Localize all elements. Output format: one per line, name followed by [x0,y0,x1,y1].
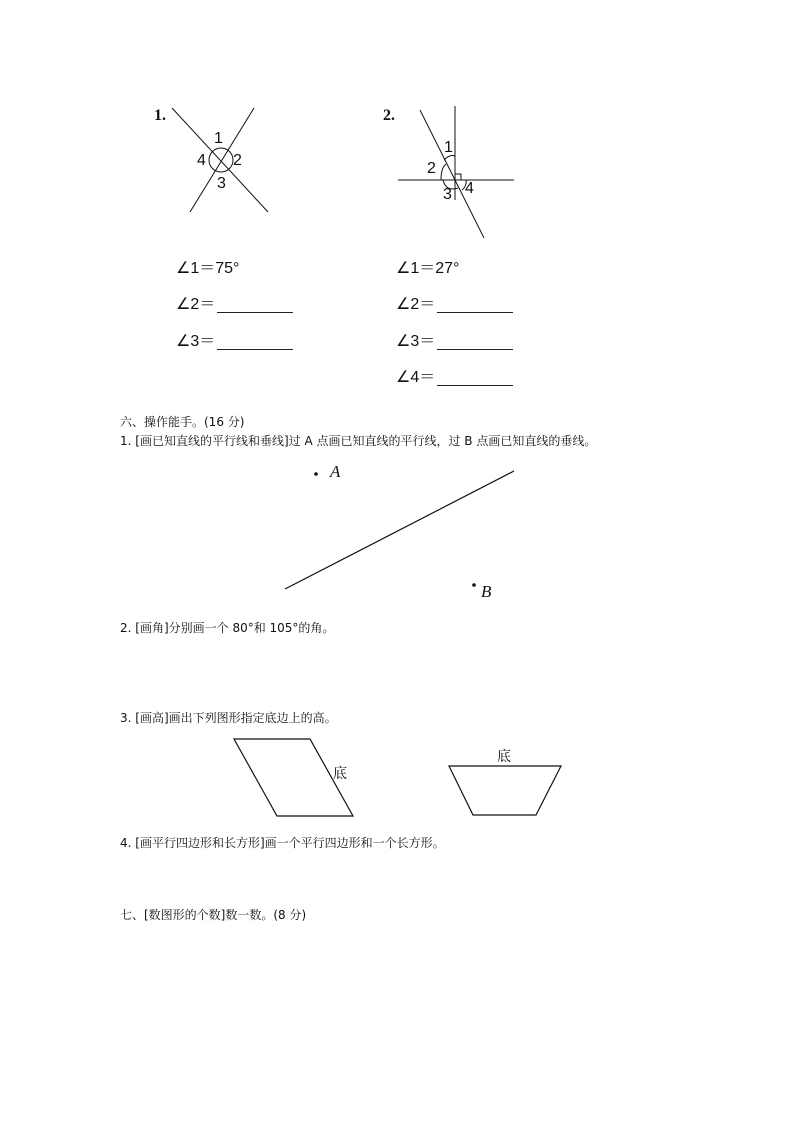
figure2-diagram [398,106,514,238]
figure2-angle-label-4: 4 [465,180,474,197]
q3-shapes [234,739,561,816]
figure2-equation-4 [396,364,513,387]
figure2-angle-label-3: 3 [443,186,452,203]
point-b-label: B [481,582,492,601]
section6-title: 六、操作能手。(16 分) [120,415,245,429]
equation-left: ∠2＝ [396,296,436,313]
equation-left: ∠1＝ [176,260,216,277]
answer-blank[interactable] [437,371,513,386]
equation-left: ∠3＝ [396,333,436,350]
figure2-number: 2. [383,107,395,124]
figure2-equation-3 [396,328,513,351]
figure1-equation-2 [176,291,293,314]
figure2-equation-2 [396,291,513,314]
answer-blank[interactable] [217,335,293,350]
figure1-angle-label-3: 3 [217,175,226,192]
section7-title: 七、[数图形的个数]数一数。(8 分) [120,908,307,922]
answer-blank[interactable] [437,298,513,313]
parallelogram-base-label: 底 [333,766,347,782]
section6-question-1: 1. [画已知直线的平行线和垂线]过 A 点画已知直线的平行线，过 B 点画已知直线的垂线。 [120,434,597,448]
figure1-equation-3 [176,328,293,351]
answer-blank[interactable] [217,298,293,313]
figure1-diagram [172,108,268,212]
figure1-angle-label-1: 1 [214,130,223,147]
equation-left: ∠2＝ [176,296,216,313]
section6-question-3: 3. [画高]画出下列图形指定底边上的高。 [120,711,337,725]
point-a-label: A [330,462,341,481]
equation-left: ∠1＝ [396,260,436,277]
trapezoid-shape [449,766,561,815]
figure1-angle-label-2: 2 [233,152,242,169]
equation-left: ∠4＝ [396,369,436,386]
figure1-number: 1. [154,107,166,124]
figure2-angle-arc-2 [441,164,446,180]
figure1-angle-arc [209,148,233,172]
answer-blank[interactable] [437,335,513,350]
figure1-angle-label-4: 4 [197,152,206,169]
section6-question-4: 4. [画平行四边形和长方形]画一个平行四边形和一个长方形。 [120,836,445,850]
point-a-dot [314,472,318,476]
trapezoid-base-label: 底 [497,749,511,765]
section6-question-2: 2. [画角]分别画一个 80°和 105°的角。 [120,621,335,635]
given-line [285,471,514,589]
equation-value: 75° [215,260,240,277]
point-b-dot [472,583,476,587]
figure2-angle-label-2: 2 [427,160,436,177]
equation-left: ∠3＝ [176,333,216,350]
figure2-right-angle-mark [455,174,461,180]
equation-value: 27° [435,260,460,277]
figure1-equation-1 [176,255,239,278]
figure2-equation-1 [396,255,459,278]
figure2-angle-label-1: 1 [444,139,453,156]
figure1-line-a [172,108,268,212]
q1-diagram [285,471,514,589]
